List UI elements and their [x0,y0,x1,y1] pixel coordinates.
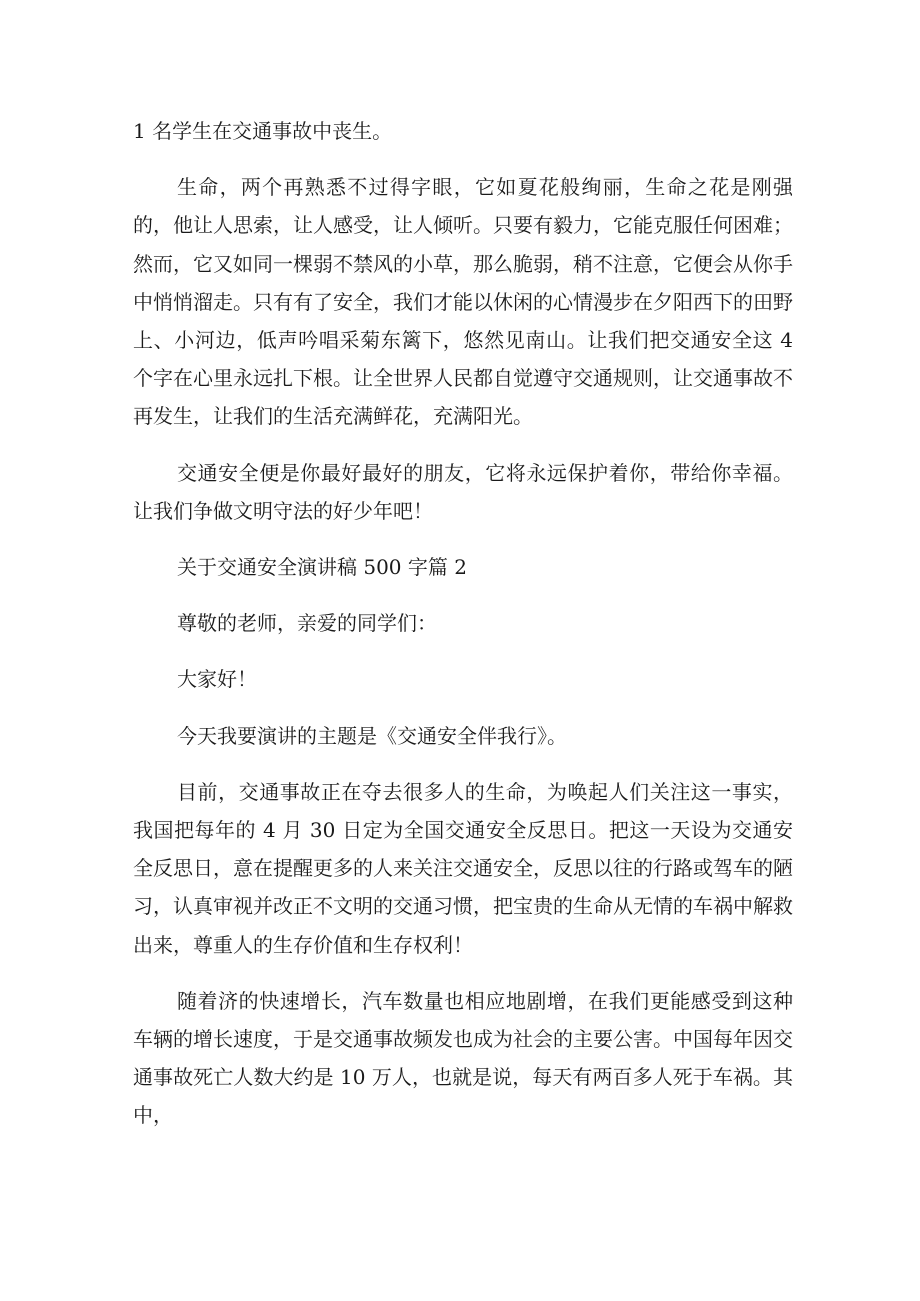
paragraph-3: 交通安全便是你最好最好的朋友，它将永远保护着你，带给你幸福。让我们争做文明守法的好少年吧！ [133,460,793,523]
paragraph-2: 生命，两个再熟悉不过得字眼，它如夏花般绚丽，生命之花是刚强的，他让人思索，让人感受，让人倾听。只要有毅力，它能克服任何困难；然而，它又如同一棵弱不禁风的小草，那么脆弱，稍不注意，它便会从你手中悄悄溜走。只有有了安全，我们才能以休闲的心情漫步在夕阳西下的田野上、小河边，低声吟唱采菊东篱下，悠然见南山。让我们把交通安全这 4 个字在心里永远扎下根。让全世界人民都自觉遵守交通规则，让交通事故不再发生，让我们的生活充满鲜花，充满阳光。 [133,175,793,429]
section-heading: 关于交通安全演讲稿 500 字篇 2 [177,555,467,580]
paragraph-9: 随着济的快速增长，汽车数量也相应地剧增，在我们更能感受到这种车辆的增长速度，于是交通事故频发也成为社会的主要公害。中国每年因交通事故死亡人数大约是 10 万人，也就是说，每天有两百多人死于车祸。其中， [133,988,793,1128]
paragraph-1: 1 名学生在交通事故中丧生。 [133,119,393,143]
salutation: 尊敬的老师，亲爱的同学们： [177,611,437,636]
topic-line: 今天我要演讲的主题是《交通安全伴我行》。 [177,723,567,748]
document-body [133,112,793,1153]
paragraph-8: 目前，交通事故正在夺去很多人的生命，为唤起人们关注这一事实，我国把每年的 4 月 30 日定为全国交通安全反思日。把这一天设为交通安全反思日，意在提醒更多的人来关注交通安全，反思以往的行路或驾车的陋习，认真审视并改正不文明的交通习惯，把宝贵的生命从无情的车祸中解救出来，尊重人的生存价值和生存权利！ [133,779,793,957]
greeting: 大家好！ [177,667,257,692]
